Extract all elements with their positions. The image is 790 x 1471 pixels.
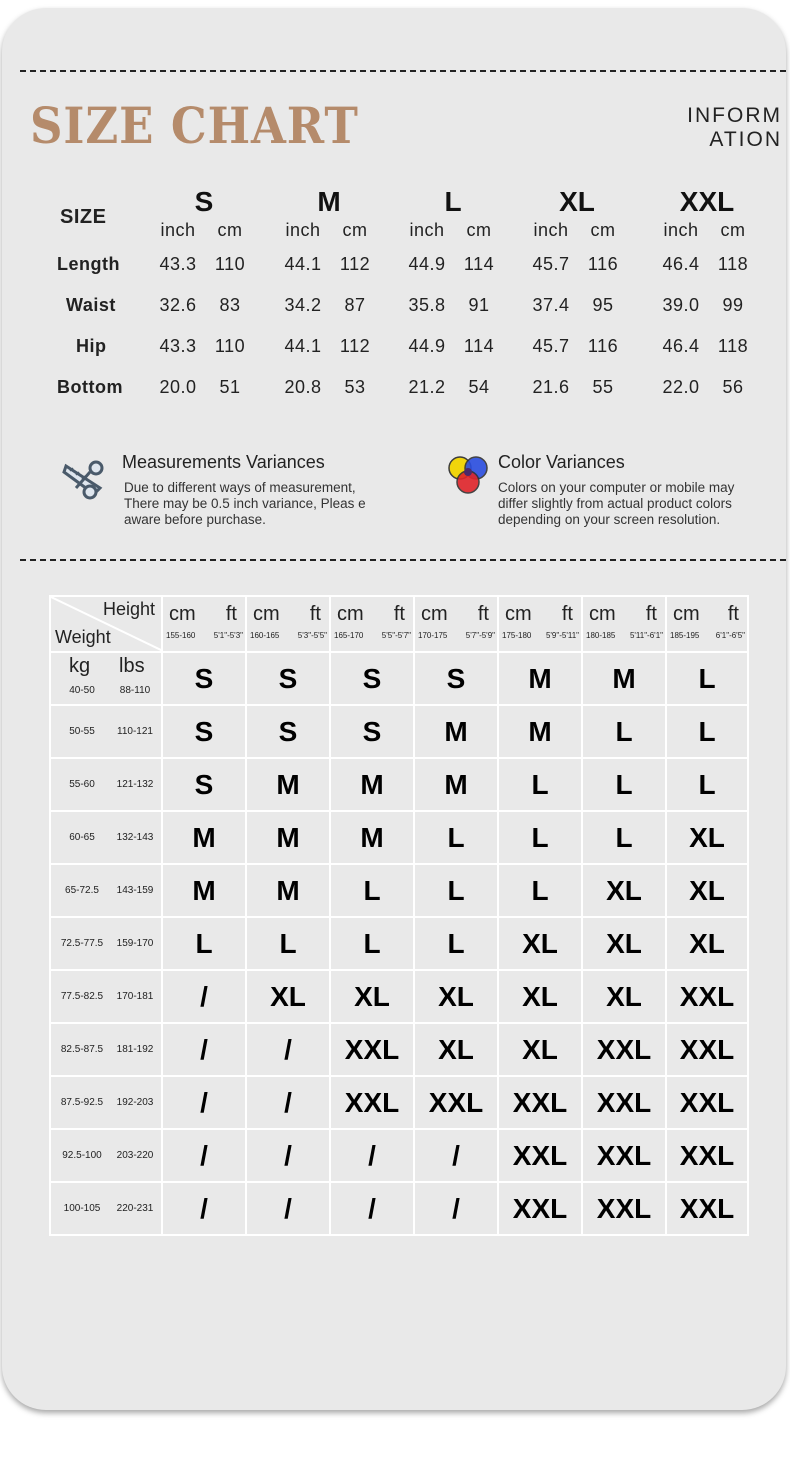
size-recommendation-cell: XXL bbox=[666, 1076, 748, 1129]
measure-value: 110 bbox=[214, 336, 246, 356]
measure-value: 46.4 bbox=[662, 336, 700, 356]
size-recommendation-cell: L bbox=[582, 811, 666, 864]
measure-value: 44.1 bbox=[284, 336, 322, 356]
cm-range: 185-195 bbox=[670, 631, 700, 640]
measure-value: 44.9 bbox=[408, 254, 446, 274]
cm-range: 180-185 bbox=[586, 631, 616, 640]
weight-row-header bbox=[50, 917, 162, 970]
cm-range: 160-165 bbox=[250, 631, 280, 640]
size-recommendation-cell: / bbox=[162, 970, 246, 1023]
size-recommendation-cell: XL bbox=[414, 1023, 498, 1076]
size-recommendation-cell: / bbox=[162, 1182, 246, 1235]
size-recommendation-cell: XXL bbox=[666, 970, 748, 1023]
measure-value: 37.4 bbox=[532, 295, 570, 315]
kg-range: 100-105 bbox=[63, 1203, 101, 1214]
measure-value: 112 bbox=[339, 254, 371, 274]
information-line-1: INFORM bbox=[687, 104, 782, 127]
size-recommendation-cell: XXL bbox=[498, 1076, 582, 1129]
measure-value: 44.1 bbox=[284, 254, 322, 274]
size-recommendation-cell: XXL bbox=[330, 1076, 414, 1129]
weight-row-header bbox=[50, 970, 162, 1023]
lbs-range: 159-170 bbox=[116, 938, 154, 949]
table-row bbox=[50, 1129, 748, 1182]
measurement-note-body bbox=[124, 480, 366, 528]
size-recommendation-cell: / bbox=[330, 1182, 414, 1235]
kg-unit: kg bbox=[69, 655, 91, 677]
height-column-header bbox=[666, 596, 748, 652]
table-row bbox=[50, 864, 748, 917]
lbs-range: 132-143 bbox=[116, 832, 154, 843]
size-recommendation-cell: L bbox=[414, 917, 498, 970]
cm-range: 155-160 bbox=[166, 631, 196, 640]
color-note-line: depending on your screen resolution. bbox=[498, 512, 721, 527]
measure-value: 45.7 bbox=[532, 254, 570, 274]
ft-range: 5'3"-5'5" bbox=[297, 631, 327, 640]
kg-range: 82.5-87.5 bbox=[60, 1044, 104, 1055]
kg-range: 50-55 bbox=[69, 726, 95, 737]
table-row bbox=[50, 1023, 748, 1076]
unit-label: inch bbox=[663, 220, 699, 240]
size-recommendation-cell: / bbox=[246, 1182, 330, 1235]
size-recommendation-cell: S bbox=[330, 705, 414, 758]
size-recommendation-cell: XXL bbox=[498, 1129, 582, 1182]
divider-top bbox=[20, 70, 786, 72]
size-recommendation-cell: M bbox=[246, 864, 330, 917]
size-recommendation-cell: XL bbox=[582, 864, 666, 917]
measure-value: 35.8 bbox=[408, 295, 446, 315]
table-row bbox=[50, 970, 748, 1023]
unit-label: cm bbox=[466, 220, 492, 240]
height-column-header bbox=[582, 596, 666, 652]
unit-label: cm bbox=[342, 220, 368, 240]
size-recommendation-cell: XXL bbox=[582, 1182, 666, 1235]
measure-value: 51 bbox=[219, 377, 241, 397]
size-recommendation-cell: L bbox=[330, 917, 414, 970]
measure-value: 21.2 bbox=[408, 377, 446, 397]
lbs-range: 220-231 bbox=[116, 1203, 154, 1214]
size-recommendation-cell: L bbox=[498, 864, 582, 917]
lbs-range: 143-159 bbox=[116, 885, 154, 896]
table-row bbox=[50, 758, 748, 811]
size-recommendation-cell: S bbox=[246, 705, 330, 758]
scissors-ruler-icon bbox=[60, 456, 110, 502]
cm-unit: cm bbox=[169, 603, 196, 625]
size-recommendation-cell: M bbox=[330, 811, 414, 864]
size-recommendation-cell: XL bbox=[582, 970, 666, 1023]
kg-range: 60-65 bbox=[69, 832, 95, 843]
size-recommendation-cell: L bbox=[582, 758, 666, 811]
measure-value: 20.8 bbox=[284, 377, 322, 397]
ft-unit: ft bbox=[309, 603, 321, 625]
size-recommendation-cell: / bbox=[162, 1076, 246, 1129]
ft-range: 5'9"-5'11" bbox=[545, 631, 579, 640]
unit-label: cm bbox=[590, 220, 616, 240]
height-column-header bbox=[414, 596, 498, 652]
cm-unit: cm bbox=[337, 603, 364, 625]
measure-value: 46.4 bbox=[662, 254, 700, 274]
table-row bbox=[50, 1182, 748, 1235]
size-recommendation-cell: XXL bbox=[666, 1129, 748, 1182]
size-recommendation-cell: XXL bbox=[582, 1076, 666, 1129]
size-recommendation-cell: XL bbox=[498, 917, 582, 970]
measure-value: 45.7 bbox=[532, 336, 570, 356]
measure-value: 87 bbox=[344, 295, 366, 315]
size-recommendation-cell: L bbox=[666, 758, 748, 811]
cm-unit: cm bbox=[505, 603, 532, 625]
page-title: SIZE CHART bbox=[30, 96, 359, 155]
weight-row-header bbox=[50, 1023, 162, 1076]
size-recommendation-cell: M bbox=[414, 705, 498, 758]
size-recommendation-cell: XXL bbox=[414, 1076, 498, 1129]
measure-value: 56 bbox=[722, 377, 744, 397]
size-recommendation-cell: / bbox=[246, 1076, 330, 1129]
unit-label: inch bbox=[160, 220, 196, 240]
measure-value: 22.0 bbox=[662, 377, 700, 397]
size-recommendation-cell: S bbox=[246, 652, 330, 705]
size-recommendation-cell: L bbox=[582, 705, 666, 758]
kg-range: 40-50 bbox=[69, 685, 95, 696]
measure-value: 110 bbox=[214, 254, 246, 274]
measure-value: 114 bbox=[463, 336, 495, 356]
height-column-header bbox=[162, 596, 246, 652]
size-recommendation-cell: / bbox=[246, 1023, 330, 1076]
size-recommendation-cell: / bbox=[330, 1129, 414, 1182]
size-recommendation-cell: L bbox=[414, 864, 498, 917]
measurement-note-line: Due to different ways of measurement, bbox=[124, 480, 356, 495]
unit-label: cm bbox=[217, 220, 243, 240]
measurement-note-line: There may be 0.5 inch variance, Pleas e bbox=[124, 496, 366, 511]
measure-row-label: Hip bbox=[76, 336, 107, 356]
size-recommendation-cell: L bbox=[330, 864, 414, 917]
cm-range: 170-175 bbox=[418, 631, 448, 640]
measure-value: 32.6 bbox=[159, 295, 197, 315]
color-note-line: differ slightly from actual product colors bbox=[498, 496, 732, 511]
size-row-header: SIZE bbox=[60, 206, 107, 228]
measure-value: 116 bbox=[587, 336, 619, 356]
measure-value: 99 bbox=[722, 295, 744, 315]
kg-range: 87.5-92.5 bbox=[60, 1097, 104, 1108]
measure-value: 43.3 bbox=[159, 336, 197, 356]
ft-range: 5'5"-5'7" bbox=[381, 631, 411, 640]
table-corner-cell bbox=[50, 596, 162, 652]
measure-value: 54 bbox=[468, 377, 490, 397]
size-recommendation-cell: M bbox=[498, 705, 582, 758]
color-note-line: Colors on your computer or mobile may bbox=[498, 480, 735, 495]
ft-unit: ft bbox=[477, 603, 489, 625]
measure-value: 118 bbox=[717, 336, 749, 356]
size-recommendation-cell: / bbox=[162, 1129, 246, 1182]
ft-unit: ft bbox=[393, 603, 405, 625]
lbs-range: 110-121 bbox=[117, 726, 153, 737]
size-recommendation-cell: XL bbox=[582, 917, 666, 970]
weight-row-header bbox=[50, 1129, 162, 1182]
size-recommendation-cell: XL bbox=[666, 917, 748, 970]
size-recommendation-cell: S bbox=[162, 705, 246, 758]
measure-value: 95 bbox=[592, 295, 614, 315]
measurement-note-title: Measurements Variances bbox=[122, 452, 325, 472]
information-label bbox=[582, 104, 782, 152]
ft-range: 5'11"-6'1" bbox=[629, 631, 663, 640]
weight-row-header bbox=[50, 864, 162, 917]
lbs-range: 203-220 bbox=[116, 1150, 154, 1161]
table-row bbox=[50, 1076, 748, 1129]
kg-range: 92.5-100 bbox=[62, 1150, 102, 1161]
size-recommendation-cell: M bbox=[162, 864, 246, 917]
table-row bbox=[50, 811, 748, 864]
table-row bbox=[50, 652, 748, 705]
unit-label: inch bbox=[409, 220, 445, 240]
ft-unit: ft bbox=[561, 603, 573, 625]
size-recommendation-cell: M bbox=[498, 652, 582, 705]
measure-value: 116 bbox=[587, 254, 619, 274]
size-recommendation-cell: / bbox=[414, 1182, 498, 1235]
height-column-header bbox=[246, 596, 330, 652]
table-row bbox=[50, 705, 748, 758]
lbs-unit: lbs bbox=[119, 655, 145, 677]
size-recommendation-cell: L bbox=[498, 758, 582, 811]
size-recommendation-cell: S bbox=[162, 652, 246, 705]
unit-label: inch bbox=[285, 220, 321, 240]
size-recommendation-cell: XXL bbox=[666, 1023, 748, 1076]
cm-unit: cm bbox=[421, 603, 448, 625]
measure-value: 83 bbox=[219, 295, 241, 315]
ft-unit: ft bbox=[225, 603, 237, 625]
kg-range: 65-72.5 bbox=[65, 885, 99, 896]
lbs-range: 88-110 bbox=[119, 685, 151, 696]
size-recommendation-cell: M bbox=[330, 758, 414, 811]
measure-value: 39.0 bbox=[662, 295, 700, 315]
measure-value: 44.9 bbox=[408, 336, 446, 356]
size-recommendation-cell: XXL bbox=[666, 1182, 748, 1235]
size-recommendation-cell: XL bbox=[246, 970, 330, 1023]
size-recommendation-cell: XL bbox=[414, 970, 498, 1023]
size-recommendation-cell: XL bbox=[498, 1023, 582, 1076]
size-heading: L bbox=[444, 186, 462, 217]
cm-unit: cm bbox=[673, 603, 700, 625]
height-weight-size-table bbox=[49, 595, 749, 1236]
lbs-range: 181-192 bbox=[116, 1044, 154, 1055]
weight-row-header bbox=[50, 1076, 162, 1129]
measure-row-label: Waist bbox=[66, 295, 116, 315]
measure-row-label: Length bbox=[57, 254, 120, 274]
color-note-body bbox=[498, 480, 734, 528]
cm-range: 175-180 bbox=[502, 631, 532, 640]
measure-value: 21.6 bbox=[532, 377, 570, 397]
cm-unit: cm bbox=[589, 603, 616, 625]
size-recommendation-cell: M bbox=[162, 811, 246, 864]
kg-range: 72.5-77.5 bbox=[60, 938, 104, 949]
size-recommendation-cell: XL bbox=[666, 864, 748, 917]
size-recommendation-cell: XL bbox=[330, 970, 414, 1023]
size-recommendation-cell: L bbox=[414, 811, 498, 864]
size-recommendation-cell: M bbox=[246, 758, 330, 811]
lbs-range: 170-181 bbox=[116, 991, 154, 1002]
size-recommendation-cell: XL bbox=[498, 970, 582, 1023]
size-heading: S bbox=[194, 186, 214, 217]
size-recommendation-cell: M bbox=[414, 758, 498, 811]
size-recommendation-cell: L bbox=[666, 705, 748, 758]
measure-value: 34.2 bbox=[284, 295, 322, 315]
lbs-range: 121-132 bbox=[116, 779, 154, 790]
measure-value: 91 bbox=[468, 295, 490, 315]
size-recommendation-cell: / bbox=[246, 1129, 330, 1182]
measure-value: 43.3 bbox=[159, 254, 197, 274]
information-line-2: ATION bbox=[709, 128, 782, 151]
weight-label: Weight bbox=[55, 627, 111, 647]
divider-middle bbox=[20, 559, 786, 561]
height-column-header bbox=[330, 596, 414, 652]
size-recommendation-cell: M bbox=[246, 811, 330, 864]
size-recommendation-cell: L bbox=[162, 917, 246, 970]
size-recommendation-cell: XXL bbox=[582, 1129, 666, 1182]
color-note-title: Color Variances bbox=[498, 452, 625, 472]
measure-value: 55 bbox=[592, 377, 614, 397]
color-wheel-icon bbox=[444, 454, 492, 498]
kg-range: 55-60 bbox=[69, 779, 95, 790]
size-recommendation-cell: S bbox=[162, 758, 246, 811]
kg-range: 77.5-82.5 bbox=[60, 991, 104, 1002]
measure-value: 53 bbox=[344, 377, 366, 397]
size-heading: XL bbox=[559, 186, 595, 217]
cm-unit: cm bbox=[253, 603, 280, 625]
measurement-note-line: aware before purchase. bbox=[124, 512, 266, 527]
size-recommendation-cell: / bbox=[414, 1129, 498, 1182]
weight-row-header bbox=[50, 705, 162, 758]
size-recommendation-cell: M bbox=[582, 652, 666, 705]
unit-label: inch bbox=[533, 220, 569, 240]
measure-value: 118 bbox=[717, 254, 749, 274]
size-recommendation-cell: L bbox=[498, 811, 582, 864]
weight-row-header bbox=[50, 1182, 162, 1235]
ft-range: 5'7"-5'9" bbox=[465, 631, 495, 640]
measure-value: 20.0 bbox=[159, 377, 197, 397]
lbs-range: 192-203 bbox=[116, 1097, 154, 1108]
size-recommendation-cell: XXL bbox=[582, 1023, 666, 1076]
size-recommendation-cell: L bbox=[666, 652, 748, 705]
measure-row-label: Bottom bbox=[57, 377, 123, 397]
measure-value: 114 bbox=[463, 254, 495, 274]
size-recommendation-cell: L bbox=[246, 917, 330, 970]
size-recommendation-cell: XXL bbox=[330, 1023, 414, 1076]
size-recommendation-cell: S bbox=[330, 652, 414, 705]
size-recommendation-cell: / bbox=[162, 1023, 246, 1076]
size-recommendation-cell: XXL bbox=[498, 1182, 582, 1235]
weight-row-header bbox=[50, 758, 162, 811]
ft-unit: ft bbox=[645, 603, 657, 625]
cm-range: 165-170 bbox=[334, 631, 364, 640]
table-row bbox=[50, 917, 748, 970]
size-recommendation-cell: S bbox=[414, 652, 498, 705]
ft-unit: ft bbox=[727, 603, 739, 625]
size-recommendation-cell: XL bbox=[666, 811, 748, 864]
ft-range: 5'1"-5'3" bbox=[213, 631, 243, 640]
weight-row-header bbox=[50, 652, 162, 705]
unit-label: cm bbox=[720, 220, 746, 240]
measure-value: 112 bbox=[339, 336, 371, 356]
weight-row-header bbox=[50, 811, 162, 864]
ft-range: 6'1"-6'5" bbox=[715, 631, 745, 640]
size-heading: M bbox=[317, 186, 341, 217]
height-column-header bbox=[498, 596, 582, 652]
size-heading: XXL bbox=[679, 186, 735, 217]
height-label: Height bbox=[102, 599, 155, 619]
